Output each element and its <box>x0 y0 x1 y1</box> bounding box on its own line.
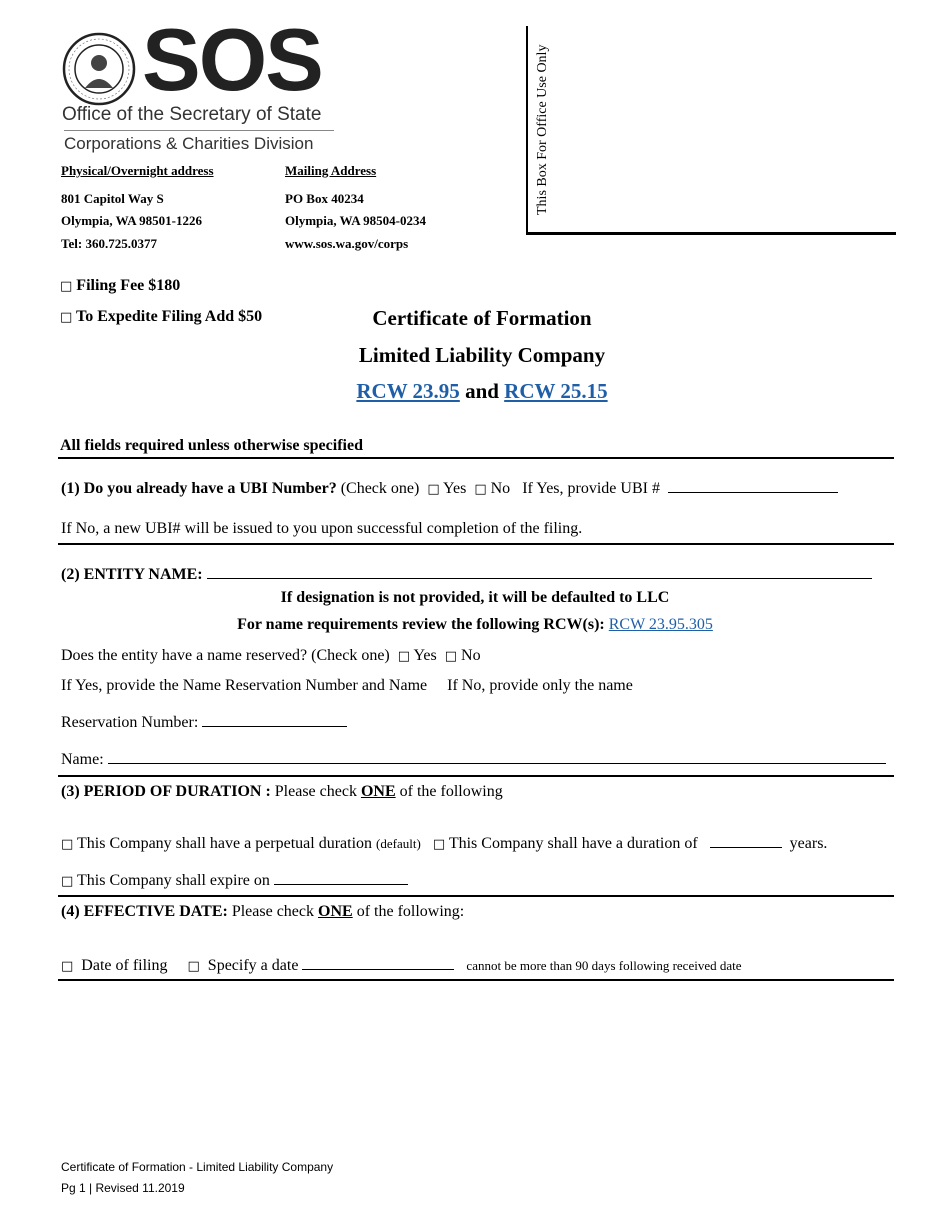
mailing-address-website[interactable]: www.sos.wa.gov/corps <box>285 236 409 251</box>
logo-wordmark: SOS <box>142 10 322 109</box>
date-of-filing-checkbox[interactable]: □ Date of filing <box>61 957 168 974</box>
reserved-yes-checkbox[interactable]: □ Yes <box>397 647 437 664</box>
form-subtitle: Limited Liability Company <box>358 343 606 367</box>
entity-name-row <box>61 566 872 584</box>
ubi-no-checkbox[interactable]: □ No <box>474 480 511 497</box>
rcw-23-95-305-link[interactable]: RCW 23.95.305 <box>608 616 713 633</box>
reservation-number-field[interactable] <box>202 726 347 727</box>
name-label: Name: <box>61 751 104 768</box>
footer-form-name: Certificate of Formation - Limited Liability Company <box>61 1160 334 1174</box>
state-seal-icon <box>62 32 136 106</box>
ubi-yes-checkbox[interactable]: □ Yes <box>427 480 467 497</box>
name-field[interactable] <box>108 763 886 764</box>
rcw-23-95-link[interactable]: RCW 23.95 <box>356 379 460 403</box>
physical-address-line1: 801 Capitol Way S <box>61 191 164 206</box>
expedite-checkbox[interactable]: □ To Expedite Filing Add $50 <box>60 308 263 325</box>
logo-division-text: Corporations & Charities Division <box>64 134 314 153</box>
perpetual-duration-checkbox[interactable]: □ This Company shall have a perpetual duration (default) <box>61 835 421 852</box>
name-reserved-question: Does the entity have a name reserved? (Check one) □ Yes □ No <box>61 647 481 664</box>
office-use-label: This Box For Office Use Only <box>535 44 550 215</box>
effective-date-heading: (4) EFFECTIVE DATE: Please check ONE of the following: <box>61 903 465 920</box>
filing-fee-checkbox[interactable]: □ Filing Fee $180 <box>60 277 181 294</box>
mailing-address-heading: Mailing Address <box>285 163 377 178</box>
mailing-address-line1: PO Box 40234 <box>285 191 364 206</box>
office-use-box <box>526 26 896 235</box>
rcw-25-15-link[interactable]: RCW 25.15 <box>504 379 608 403</box>
fixed-duration-checkbox[interactable]: □ This Company shall have a duration of <box>432 835 698 852</box>
expire-date-field[interactable] <box>274 884 408 885</box>
physical-address-heading: Physical/Overnight address <box>61 163 214 178</box>
reservation-number-label: Reservation Number: <box>61 714 199 731</box>
rcw-references: RCW 23.95 and RCW 25.15 <box>356 379 608 403</box>
specify-date-field[interactable] <box>302 969 454 970</box>
expire-row <box>61 872 408 890</box>
period-duration-heading: (3) PERIOD OF DURATION : Please check ONE of the following <box>61 783 503 800</box>
expedite-label: To Expedite Filing Add $50 <box>76 308 263 325</box>
specify-date-checkbox[interactable]: □ Specify a date <box>187 957 299 974</box>
logo-office-text: Office of the Secretary of State <box>62 104 322 125</box>
reservation-instructions: If Yes, provide the Name Reservation Number and Name If No, provide only the name <box>61 677 633 694</box>
physical-address-phone: Tel: 360.725.0377 <box>61 236 157 251</box>
reserved-no-checkbox[interactable]: □ No <box>444 647 481 664</box>
mailing-address-line2: Olympia, WA 98504-0234 <box>285 213 426 228</box>
sos-logo <box>60 10 350 155</box>
duration-years-field[interactable] <box>710 847 782 848</box>
effective-date-options <box>61 957 742 975</box>
footer-page-revision: Pg 1 | Revised 11.2019 <box>61 1181 185 1195</box>
ubi-number-field[interactable] <box>668 492 838 493</box>
physical-address-line2: Olympia, WA 98501-1226 <box>61 213 202 228</box>
required-fields-note: All fields required unless otherwise specified <box>60 437 363 454</box>
name-requirements-note: For name requirements review the following RCW(s): RCW 23.95.305 <box>237 616 713 633</box>
ubi-new-note: If No, a new UBI# will be issued to you upon successful completion of the filing. <box>61 520 583 537</box>
entity-name-label: (2) ENTITY NAME: <box>61 566 203 583</box>
designation-note: If designation is not provided, it will be defaulted to LLC <box>280 589 670 606</box>
ubi-question: (1) Do you already have a UBI Number? <box>61 480 337 497</box>
filing-fee-label: Filing Fee $180 <box>76 277 181 294</box>
entity-name-field[interactable] <box>207 578 872 579</box>
duration-options-row: □ This Company shall have a perpetual duration (default) □ This Company shall have a duration of years. <box>61 835 828 852</box>
form-title: Certificate of Formation <box>372 306 592 330</box>
name-row <box>61 751 886 769</box>
expire-date-checkbox[interactable]: □ This Company shall expire on <box>61 872 270 889</box>
reservation-number-row <box>61 714 347 732</box>
effective-date-limit-note: cannot be more than 90 days following received date <box>466 958 742 973</box>
section-ubi: (1) Do you already have a UBI Number? (Check one) □ Yes □ No If Yes, provide UBI # <box>61 480 838 498</box>
